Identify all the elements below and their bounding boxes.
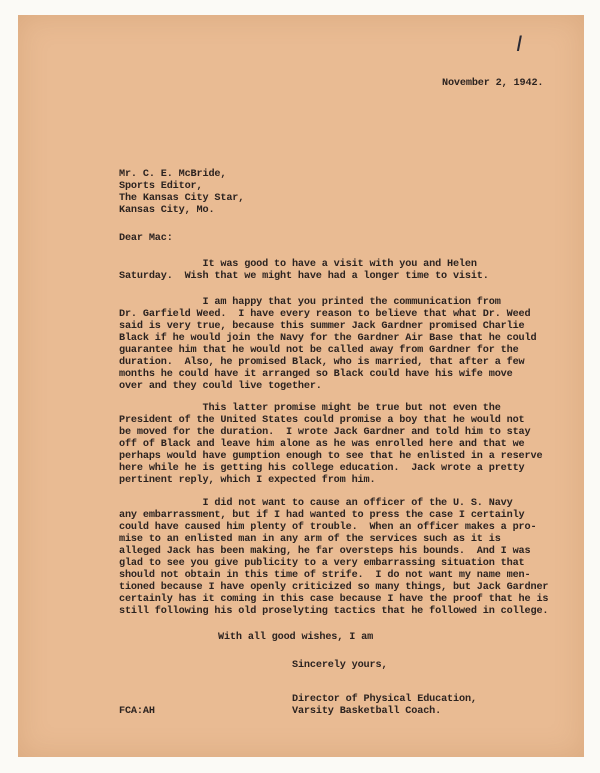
body-line: I am happy that you printed the communication from <box>119 297 501 308</box>
body-line: any embarrassment, but if I had wanted to press the case I certainly <box>119 510 525 521</box>
body-line: President of the United States could promise a boy that he would not <box>119 415 525 426</box>
body-line: Black if he would join the Navy for the Gardner Air Base that he could <box>119 333 537 344</box>
body-line: Saturday. Wish that we might have had a longer time to visit. <box>119 271 489 282</box>
body-line: Dr. Garfield Weed. I have every reason to believe that what Dr. Weed <box>119 309 531 320</box>
body-line: tioned because I have openly criticized so many things, but Jack Gardner <box>119 582 549 593</box>
body-line: This latter promise might be true but not even the <box>119 403 501 414</box>
reference-initials: FCA:AH <box>119 706 155 717</box>
signature-title-line: Varsity Basketball Coach. <box>292 706 442 717</box>
body-line: be moved for the duration. I wrote Jack Gardner and told him to stay <box>119 427 531 438</box>
body-line: duration. Also, he promised Black, who is married, that after a few <box>119 357 525 368</box>
address-line: Sports Editor, <box>119 181 203 192</box>
body-line: I did not want to cause an officer of the U. S. Navy <box>119 498 513 509</box>
body-line: still following his old proselyting tactics that he followed in college. <box>119 606 549 617</box>
letter-date: November 2, 1942. <box>442 78 544 89</box>
body-line: guarantee him that he would not be called away from Gardner for the <box>119 345 519 356</box>
address-line: The Kansas City Star, <box>119 193 245 204</box>
body-line: glad to see you give publicity to a very embarrassing situation that <box>119 558 525 569</box>
closing-wish: With all good wishes, I am <box>218 632 374 643</box>
body-line: could have caused him plenty of trouble. When an officer makes a pro- <box>119 522 537 533</box>
signature-title-line: Director of Physical Education, <box>292 694 477 705</box>
body-line: It was good to have a visit with you and Helen <box>119 259 477 270</box>
body-line: certainly has it coming in this case because I have the proof that he is <box>119 594 549 605</box>
page-mark: I <box>516 31 523 56</box>
address-line: Mr. C. E. McBride, <box>119 169 227 180</box>
address-line: Kansas City, Mo. <box>119 205 215 216</box>
body-line: here while he is getting his college education. Jack wrote a pretty <box>119 463 525 474</box>
body-line: perhaps would have gumption enough to see that he enlisted in a reserve <box>119 451 543 462</box>
body-line: off of Black and leave him alone as he was enrolled here and that we <box>119 439 525 450</box>
body-line: alleged Jack has been making, he far oversteps his bounds. And I was <box>119 546 531 557</box>
body-line: months he could have it arranged so Black could have his wife move <box>119 369 513 380</box>
body-line: said is very true, because this summer Jack Gardner promised Charlie <box>119 321 525 332</box>
body-line: mise to an enlisted man in any arm of the services such as it is <box>119 534 501 545</box>
salutation: Dear Mac: <box>119 233 173 244</box>
body-line: over and they could live together. <box>119 381 322 392</box>
complimentary-close: Sincerely yours, <box>292 660 388 671</box>
body-line: pertinent reply, which I expected from him. <box>119 475 376 486</box>
body-line: should not obtain in this time of strife. I do not want my name men- <box>119 570 531 581</box>
